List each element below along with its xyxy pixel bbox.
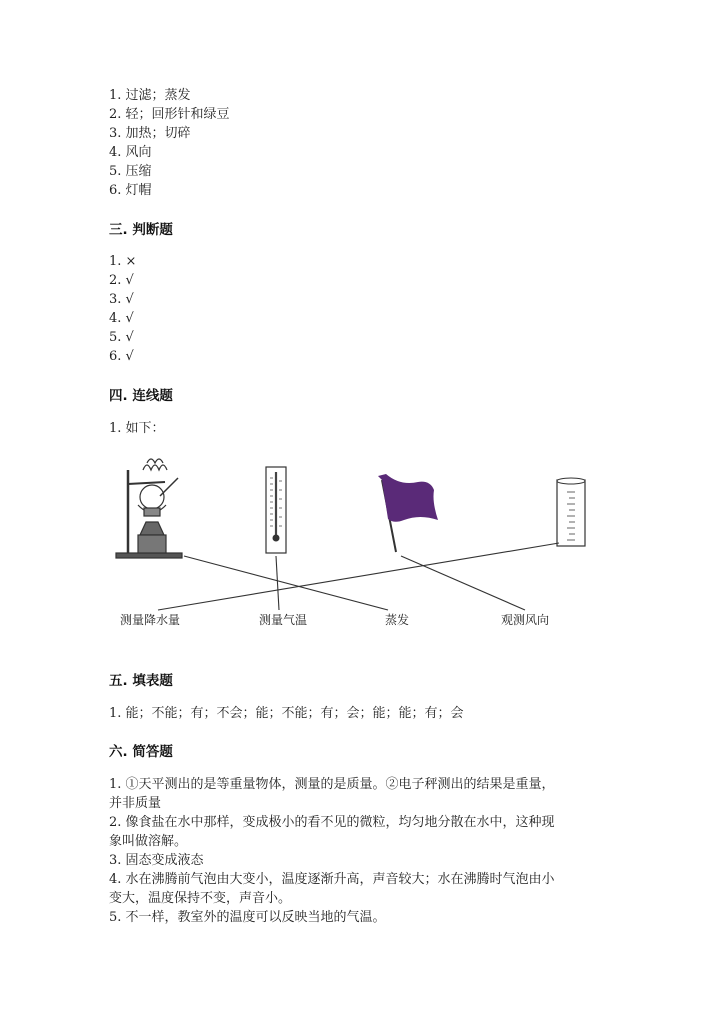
answer-5-1: 1. 能；不能；有；不会；能；不能；有；会；能；能；有；会 (109, 706, 464, 721)
matching-item-label: 1. 如下： (109, 421, 165, 436)
answer-2-3: 3. 加热；切碎 (109, 126, 191, 141)
match-line-evaporation (184, 556, 388, 610)
answer-6-5: 5. 不一样，教室外的温度可以反映当地的气温。 (109, 910, 386, 925)
label-temperature: 测量气温 (258, 613, 308, 627)
label-wind-direction: 观测风向 (500, 613, 550, 627)
thermometer-icon (266, 467, 286, 553)
answer-3-4: 4. √ (109, 311, 134, 326)
evaporation-apparatus-icon (116, 459, 182, 558)
match-line-wind (401, 556, 525, 610)
answer-2-1: 1. 过滤；蒸发 (109, 88, 191, 103)
answer-2-2: 2. 轻；回形针和绿豆 (109, 107, 230, 122)
answer-6-2: 2. 像食盐在水中那样，变成极小的看不见的微粒，均匀地分散在水中，这种现 象叫做溶解。 (109, 815, 555, 849)
match-line-temperature (276, 556, 279, 610)
rain-gauge-icon (557, 478, 585, 546)
section-6-heading: 六. 简答题 (109, 744, 173, 760)
answer-2-6: 6. 灯帽 (109, 183, 152, 198)
answer-3-1: 1. × (109, 254, 137, 269)
section-5-heading: 五. 填表题 (109, 673, 173, 689)
answer-3-2: 2. √ (109, 273, 134, 288)
answer-2-4: 4. 风向 (109, 145, 152, 160)
answer-3-6: 6. √ (109, 349, 134, 364)
answer-2-5: 5. 压缩 (109, 164, 152, 179)
answer-6-1: 1. ①天平测出的是等重量物体，测量的是质量。②电子秤测出的结果是重量， 并非质量 (109, 777, 555, 811)
label-evaporation: 蒸发 (384, 613, 410, 627)
label-rainfall: 测量降水量 (119, 613, 181, 627)
match-line-rainfall (158, 543, 559, 610)
answer-6-3: 3. 固态变成液态 (109, 853, 204, 868)
answer-3-3: 3. √ (109, 292, 134, 307)
answer-3-5: 5. √ (109, 330, 134, 345)
section-4-heading: 四. 连线题 (109, 388, 173, 404)
answer-6-4: 4. 水在沸腾前气泡由大变小，温度逐渐升高，声音较大；水在沸腾时气泡由小 变大，温度保持不变，声音小。 (109, 872, 555, 906)
section-3-heading: 三. 判断题 (109, 222, 173, 238)
wind-flag-icon (378, 474, 438, 552)
